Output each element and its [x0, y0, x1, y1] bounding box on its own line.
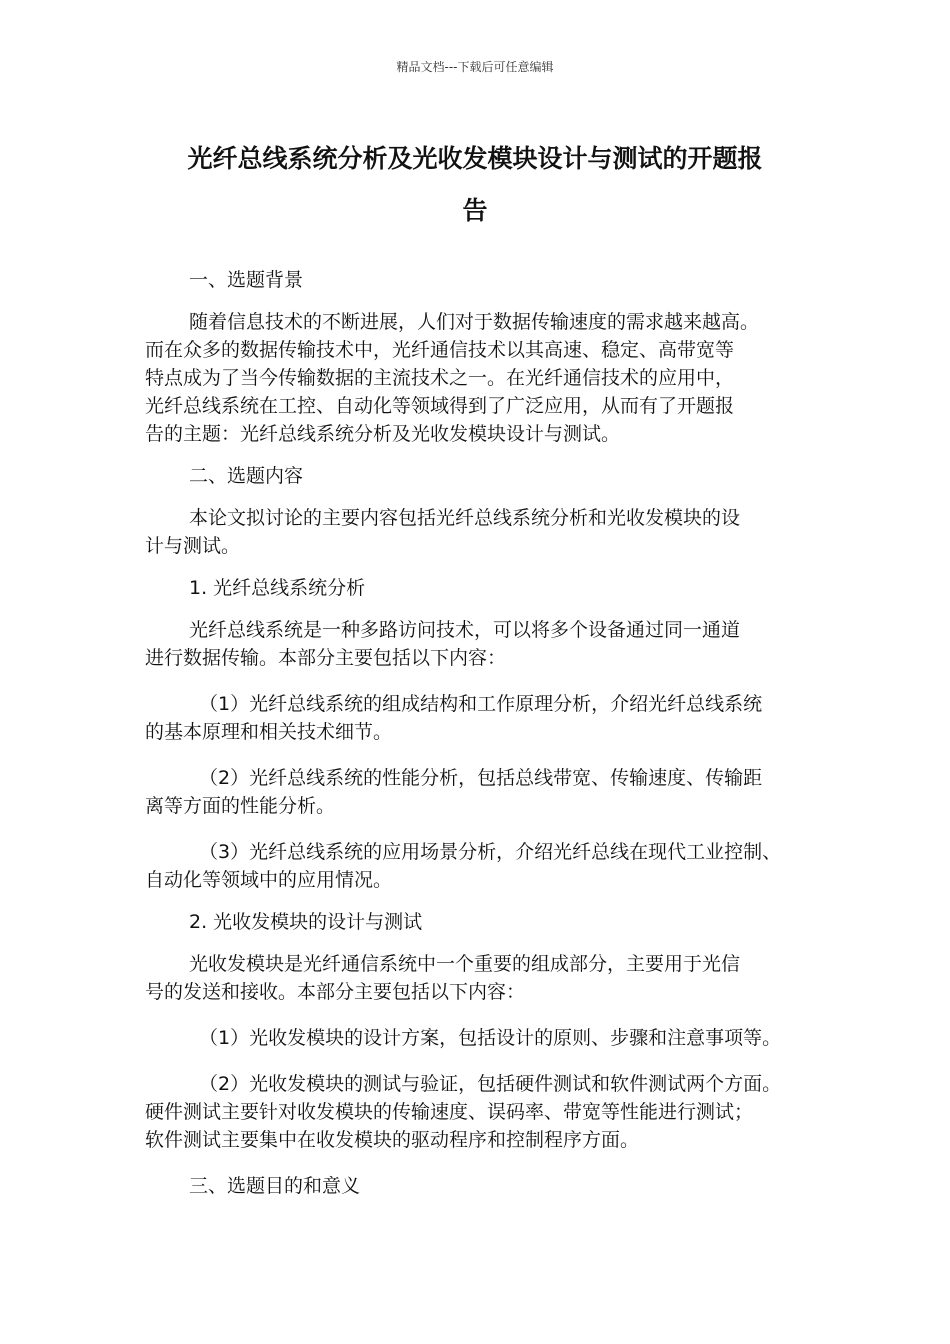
- paragraph: 光纤总线系统是一种多路访问技术，可以将多个设备通过同一通道 进行数据传输。本部分主要包括以下内容：: [145, 619, 741, 669]
- document-body: [145, 266, 817, 1200]
- paragraph: 1. 光纤总线系统分析: [189, 577, 366, 599]
- paragraph: （1）光纤总线系统的组成结构和工作原理分析，介绍光纤总线系统 的基本原理和相关技术细节。: [145, 693, 763, 743]
- paragraph: 二、选题内容: [189, 465, 304, 487]
- paragraph: （1）光收发模块的设计方案，包括设计的原则、步骤和注意事项等。: [199, 1027, 782, 1049]
- document-title-line-2: 告: [462, 196, 488, 225]
- paragraph: 随着信息技术的不断进展，人们对于数据传输速度的需求越来越高。 而在众多的数据传输技术中，光纤通信技术以其高速、稳定、高带宽等 特点成为了当今传输数据的主流技术之一。在光纤通信技术的应用中， 光纤总线系统在工控、自动化等领域得到了广泛应用，从而有了开题报 告的主题：光纤总线系统分析及光收发模块设计与测试。: [145, 311, 760, 445]
- paragraph: 2. 光收发模块的设计与测试: [189, 911, 423, 933]
- paragraph: 本论文拟讨论的主要内容包括光纤总线系统分析和光收发模块的设 计与测试。: [145, 507, 741, 557]
- paragraph: （2）光纤总线系统的性能分析，包括总线带宽、传输速度、传输距 离等方面的性能分析。: [145, 767, 763, 817]
- paragraph: 三、选题目的和意义: [189, 1175, 361, 1197]
- document-title: [140, 133, 810, 237]
- paragraph: 光收发模块是光纤通信系统中一个重要的组成部分，主要用于光信 号的发送和接收。本部分主要包括以下内容：: [145, 953, 741, 1003]
- paragraph: （3）光纤总线系统的应用场景分析，介绍光纤总线在现代工业控制、 自动化等领域中的应用情况。: [145, 841, 782, 891]
- paragraph: 一、选题背景: [189, 269, 304, 291]
- document-title-line-1: 光纤总线系统分析及光收发模块设计与测试的开题报: [187, 144, 763, 173]
- page-header: 精品文档---下载后可任意编辑: [396, 60, 554, 74]
- paragraph: （2）光收发模块的测试与验证，包括硬件测试和软件测试两个方面。 硬件测试主要针对收发模块的传输速度、误码率、带宽等性能进行测试； 软件测试主要集中在收发模块的驱动程序和控制程序方面。: [145, 1073, 782, 1151]
